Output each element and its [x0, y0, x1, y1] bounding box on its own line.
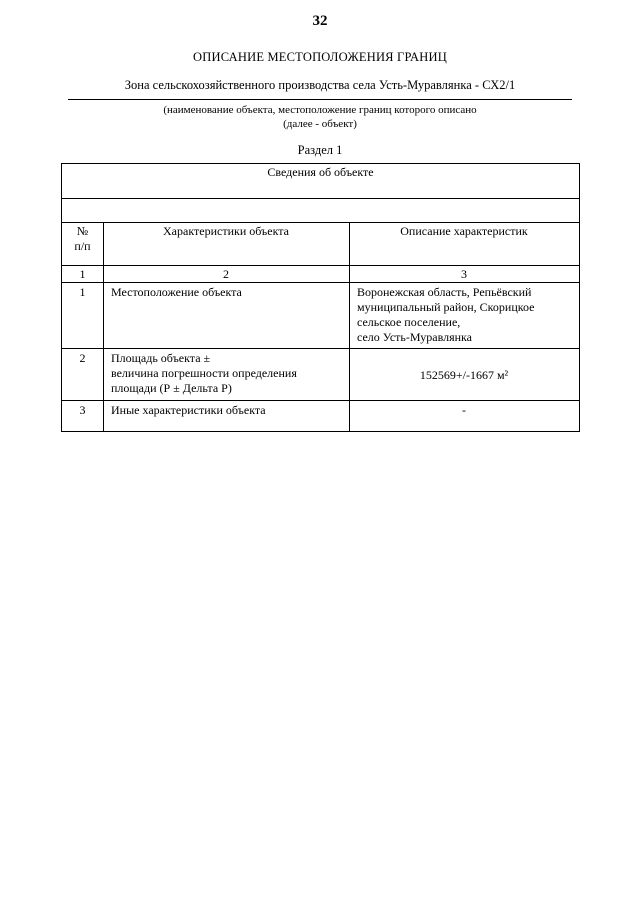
table-row	[62, 283, 580, 349]
row-characteristic-line: Площадь объекта ±	[111, 351, 211, 365]
row-description-line: село Усть-Муравлянка	[357, 330, 472, 344]
row-characteristic-line: площади (Р ± Дельта Р)	[111, 381, 232, 395]
row-description-line: муниципальный район, Скорицкое	[357, 300, 535, 314]
table-row	[62, 401, 580, 432]
header-characteristic: Характеристики объекта	[104, 223, 350, 266]
row-characteristic	[104, 349, 350, 401]
header-description: Описание характеристик	[350, 223, 580, 266]
table-caption: Сведения об объекте	[62, 164, 580, 199]
row-description	[350, 349, 580, 401]
header-num-line-2: п/п	[74, 239, 91, 253]
row-characteristic-line: Местоположение объекта	[111, 285, 242, 299]
row-number: 1	[62, 283, 104, 349]
row-description	[350, 283, 580, 349]
row-description-line: -	[462, 403, 466, 417]
row-characteristic-line: Иные характеристики объекта	[111, 403, 266, 417]
header-num-line-1: №	[76, 224, 89, 238]
column-number: 1	[62, 266, 104, 283]
table-caption-row	[62, 164, 580, 199]
row-description-line: сельское поселение,	[357, 315, 461, 329]
row-characteristic	[104, 283, 350, 349]
header-num	[62, 223, 104, 266]
object-name: Зона сельскохозяйственного производства села Усть-Муравлянка - СХ2/1	[124, 78, 516, 92]
object-name-note-line-2: (далее - объект)	[283, 118, 357, 130]
table-empty-row	[62, 199, 580, 223]
area-value: 152569+/-1667 м²	[419, 367, 509, 382]
row-characteristic	[104, 401, 350, 432]
row-description	[350, 401, 580, 432]
object-name-note-line-1: (наименование объекта, местоположение границ которого описано	[163, 104, 477, 116]
object-name-note	[0, 103, 640, 131]
table-header-row	[62, 223, 580, 266]
section-label: Раздел 1	[297, 143, 343, 157]
document-title: ОПИСАНИЕ МЕСТОПОЛОЖЕНИЯ ГРАНИЦ	[193, 50, 447, 64]
table-row	[62, 349, 580, 401]
empty-cell	[62, 199, 580, 223]
object-info-table	[61, 163, 580, 432]
page-number: 32	[312, 13, 328, 29]
row-number: 3	[62, 401, 104, 432]
column-number-row	[62, 266, 580, 283]
column-number: 2	[104, 266, 350, 283]
row-characteristic-line: величина погрешности определения	[111, 366, 297, 380]
object-name-underline	[68, 99, 572, 100]
row-number: 2	[62, 349, 104, 401]
column-number: 3	[350, 266, 580, 283]
row-description-line: Воронежская область, Репьёвский	[357, 285, 532, 299]
